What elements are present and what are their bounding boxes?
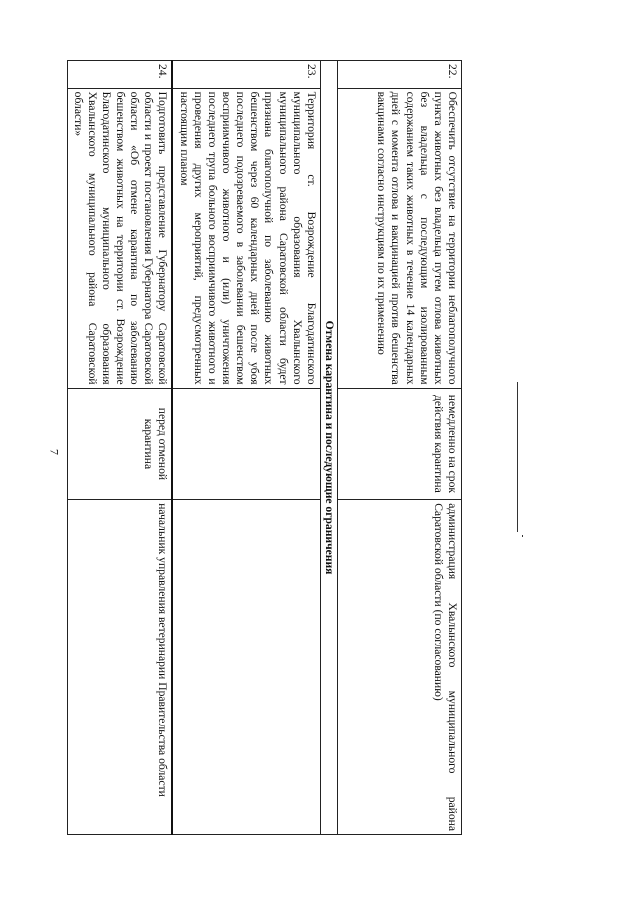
row-number: 24. <box>68 61 172 89</box>
table-row <box>172 61 320 835</box>
responsible-cell <box>172 500 320 835</box>
term-cell: немедленно на срок действия карантина <box>338 388 462 500</box>
table-row <box>338 61 462 835</box>
row-number: 23. <box>172 61 320 89</box>
page-number: 7 <box>47 449 62 455</box>
rotated-page-content <box>71 60 462 835</box>
measures-table <box>67 60 462 835</box>
task-cell: Территория ст. Возрождение Благодатинского муниципального образования Хвалынского муниципального района Саратовской области будет признана благополучной по заболеванию животных бешенством через 60 календарных дней после убоя последнего подозреваемого в заболевании бешенством восприимчивого животного и (или) уничтожения последнего трупа больного восприимчивого животного и проведения других мероприятий, предусмотренных настоящим планом <box>172 88 320 388</box>
separator-line <box>517 382 518 532</box>
row-number: 22. <box>338 61 462 89</box>
separator-line <box>522 535 523 537</box>
table-row <box>68 61 172 835</box>
section-title: Отмена карантина и последующие ограничения <box>320 61 337 835</box>
term-cell: перед отменой карантина <box>68 388 172 500</box>
responsible-cell: администрация Хвалынского муниципального района Саратовской области (по согласованию) <box>338 500 462 835</box>
task-cell: Подготовить представление Губернатору Саратовской области и проект постановления Губернатора Саратовской области «Об отмене карантина по заболеванию бешенством животных на территории ст. Возрождение Благодатинского муниципального образования Хвалынского муниципального района Саратовской области» <box>68 88 172 388</box>
section-header-row <box>320 61 337 835</box>
task-cell: Обеспечить отсутствие на территории неблагополучного пункта животных без владельца путем отлова животных без владельца с последующим изолированным содержанием таких животных в течение 14 календарных дней с момента отлова и вакцинацией против бешенства вакцинами согласно инструкциям по их применению <box>338 88 462 388</box>
term-cell <box>172 388 320 500</box>
responsible-cell: начальник управления ветеринарии Правительства области <box>68 500 172 835</box>
